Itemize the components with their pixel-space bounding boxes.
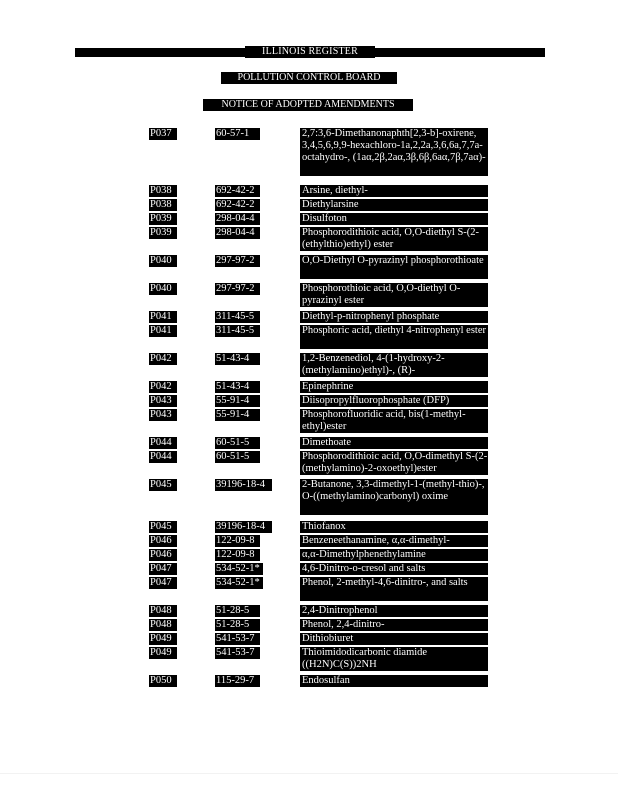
hazard-code: P047 [149,563,177,575]
substance-name: Phosphorothioic acid, O,O-diethyl O-pyrazinyl ester [300,283,488,307]
hazard-code: P044 [149,437,177,449]
cas-number: 311-45-5 [215,325,260,337]
substance-name: Phenol, 2,4-dinitro- [300,619,488,631]
cas-number: 297-97-2 [215,283,260,295]
hazard-code: P045 [149,521,177,533]
cas-number: 39196-18-4 [215,521,272,533]
substance-name: 2-Butanone, 3,3-dimethyl-1-(methyl-thio)-, O-((methylamino)carbonyl) oxime [300,479,488,515]
substance-name: Epinephrine [300,381,488,393]
cas-number: 311-45-5 [215,311,260,323]
hazard-code: P039 [149,213,177,225]
hazard-code: P038 [149,185,177,197]
cas-number: 534-52-1* [215,577,263,589]
cas-number: 122-09-8 [215,549,260,561]
cas-number: 298-04-4 [215,227,260,239]
substance-name: α,α-Dimethylphenethylamine [300,549,488,561]
hazard-code: P050 [149,675,177,687]
hazard-code: P040 [149,255,177,267]
cas-number: 51-43-4 [215,353,260,365]
cas-number: 297-97-2 [215,255,260,267]
substance-name: Benzeneethanamine, α,α-dimethyl- [300,535,488,547]
hazard-code: P045 [149,479,177,491]
substance-name: Phenol, 2-methyl-4,6-dinitro-, and salts [300,577,488,601]
notice-title: NOTICE OF ADOPTED AMENDMENTS [203,99,413,111]
cas-number: 51-28-5 [215,605,260,617]
cas-number: 692-42-2 [215,199,260,211]
substance-name: 4,6-Dinitro-o-cresol and salts [300,563,488,575]
substance-name: Arsine, diethyl- [300,185,488,197]
register-title: ILLINOIS REGISTER [245,46,375,58]
substance-name: O,O-Diethyl O-pyrazinyl phosphorothioate [300,255,488,279]
hazard-code: P038 [149,199,177,211]
page-bottom-edge [0,773,618,774]
substance-name: Phosphorofluoridic acid, bis(1-methyl-ethyl)ester [300,409,488,433]
hazard-code: P048 [149,605,177,617]
hazard-code: P043 [149,395,177,407]
board-title: POLLUTION CONTROL BOARD [221,72,397,84]
register-header-bar [75,48,545,57]
cas-number: 55-91-4 [215,409,260,421]
hazard-code: P046 [149,535,177,547]
substance-name: Diethyl-p-nitrophenyl phosphate [300,311,488,323]
cas-number: 534-52-1* [215,563,263,575]
hazard-code: P044 [149,451,177,463]
cas-number: 51-28-5 [215,619,260,631]
hazard-code: P048 [149,619,177,631]
cas-number: 541-53-7 [215,633,260,645]
hazard-code: P039 [149,227,177,239]
hazard-code: P049 [149,647,177,659]
cas-number: 60-51-5 [215,451,260,463]
substance-name: 2,7:3,6-Dimethanonaphth[2,3-b]-oxirene, 3,4,5,6,9,9-hexachloro-1a,2,2a,3,6,6a,7,7a-octahydro-, (1aα,2β,2aα,3β,6β,6aα,7β,7aα)- [300,128,488,176]
hazard-code: P049 [149,633,177,645]
cas-number: 60-57-1 [215,128,260,140]
substance-name: Dimethoate [300,437,488,449]
substance-name: Phosphoric acid, diethyl 4-nitrophenyl ester [300,325,488,349]
hazard-code: P042 [149,353,177,365]
substance-name: 1,2-Benzenediol, 4-(1-hydroxy-2-(methylamino)ethyl)-, (R)- [300,353,488,377]
substance-name: Diethylarsine [300,199,488,211]
hazard-code: P037 [149,128,177,140]
substance-name: 2,4-Dinitrophenol [300,605,488,617]
cas-number: 51-43-4 [215,381,260,393]
substance-name: Thiofanox [300,521,488,533]
cas-number: 55-91-4 [215,395,260,407]
substance-name: Disulfoton [300,213,488,225]
hazard-code: P043 [149,409,177,421]
cas-number: 60-51-5 [215,437,260,449]
hazard-code: P040 [149,283,177,295]
cas-number: 298-04-4 [215,213,260,225]
hazard-code: P041 [149,325,177,337]
cas-number: 692-42-2 [215,185,260,197]
hazard-code: P047 [149,577,177,589]
substance-name: Phosphorodithioic acid, O,O-diethyl S-(2-(ethylthio)ethyl) ester [300,227,488,251]
cas-number: 39196-18-4 [215,479,272,491]
hazard-code: P041 [149,311,177,323]
cas-number: 541-53-7 [215,647,260,659]
cas-number: 122-09-8 [215,535,260,547]
cas-number: 115-29-7 [215,675,260,687]
substance-name: Diisopropylfluorophosphate (DFP) [300,395,488,407]
substance-name: Thioimidodicarbonic diamide ((H2N)C(S))2NH [300,647,488,671]
substance-name: Dithiobiuret [300,633,488,645]
hazard-code: P046 [149,549,177,561]
hazard-code: P042 [149,381,177,393]
substance-name: Phosphorodithioic acid, O,O-dimethyl S-(2-(methylamino)-2-oxoethyl)ester [302,451,488,474]
substance-name: Endosulfan [300,675,488,687]
